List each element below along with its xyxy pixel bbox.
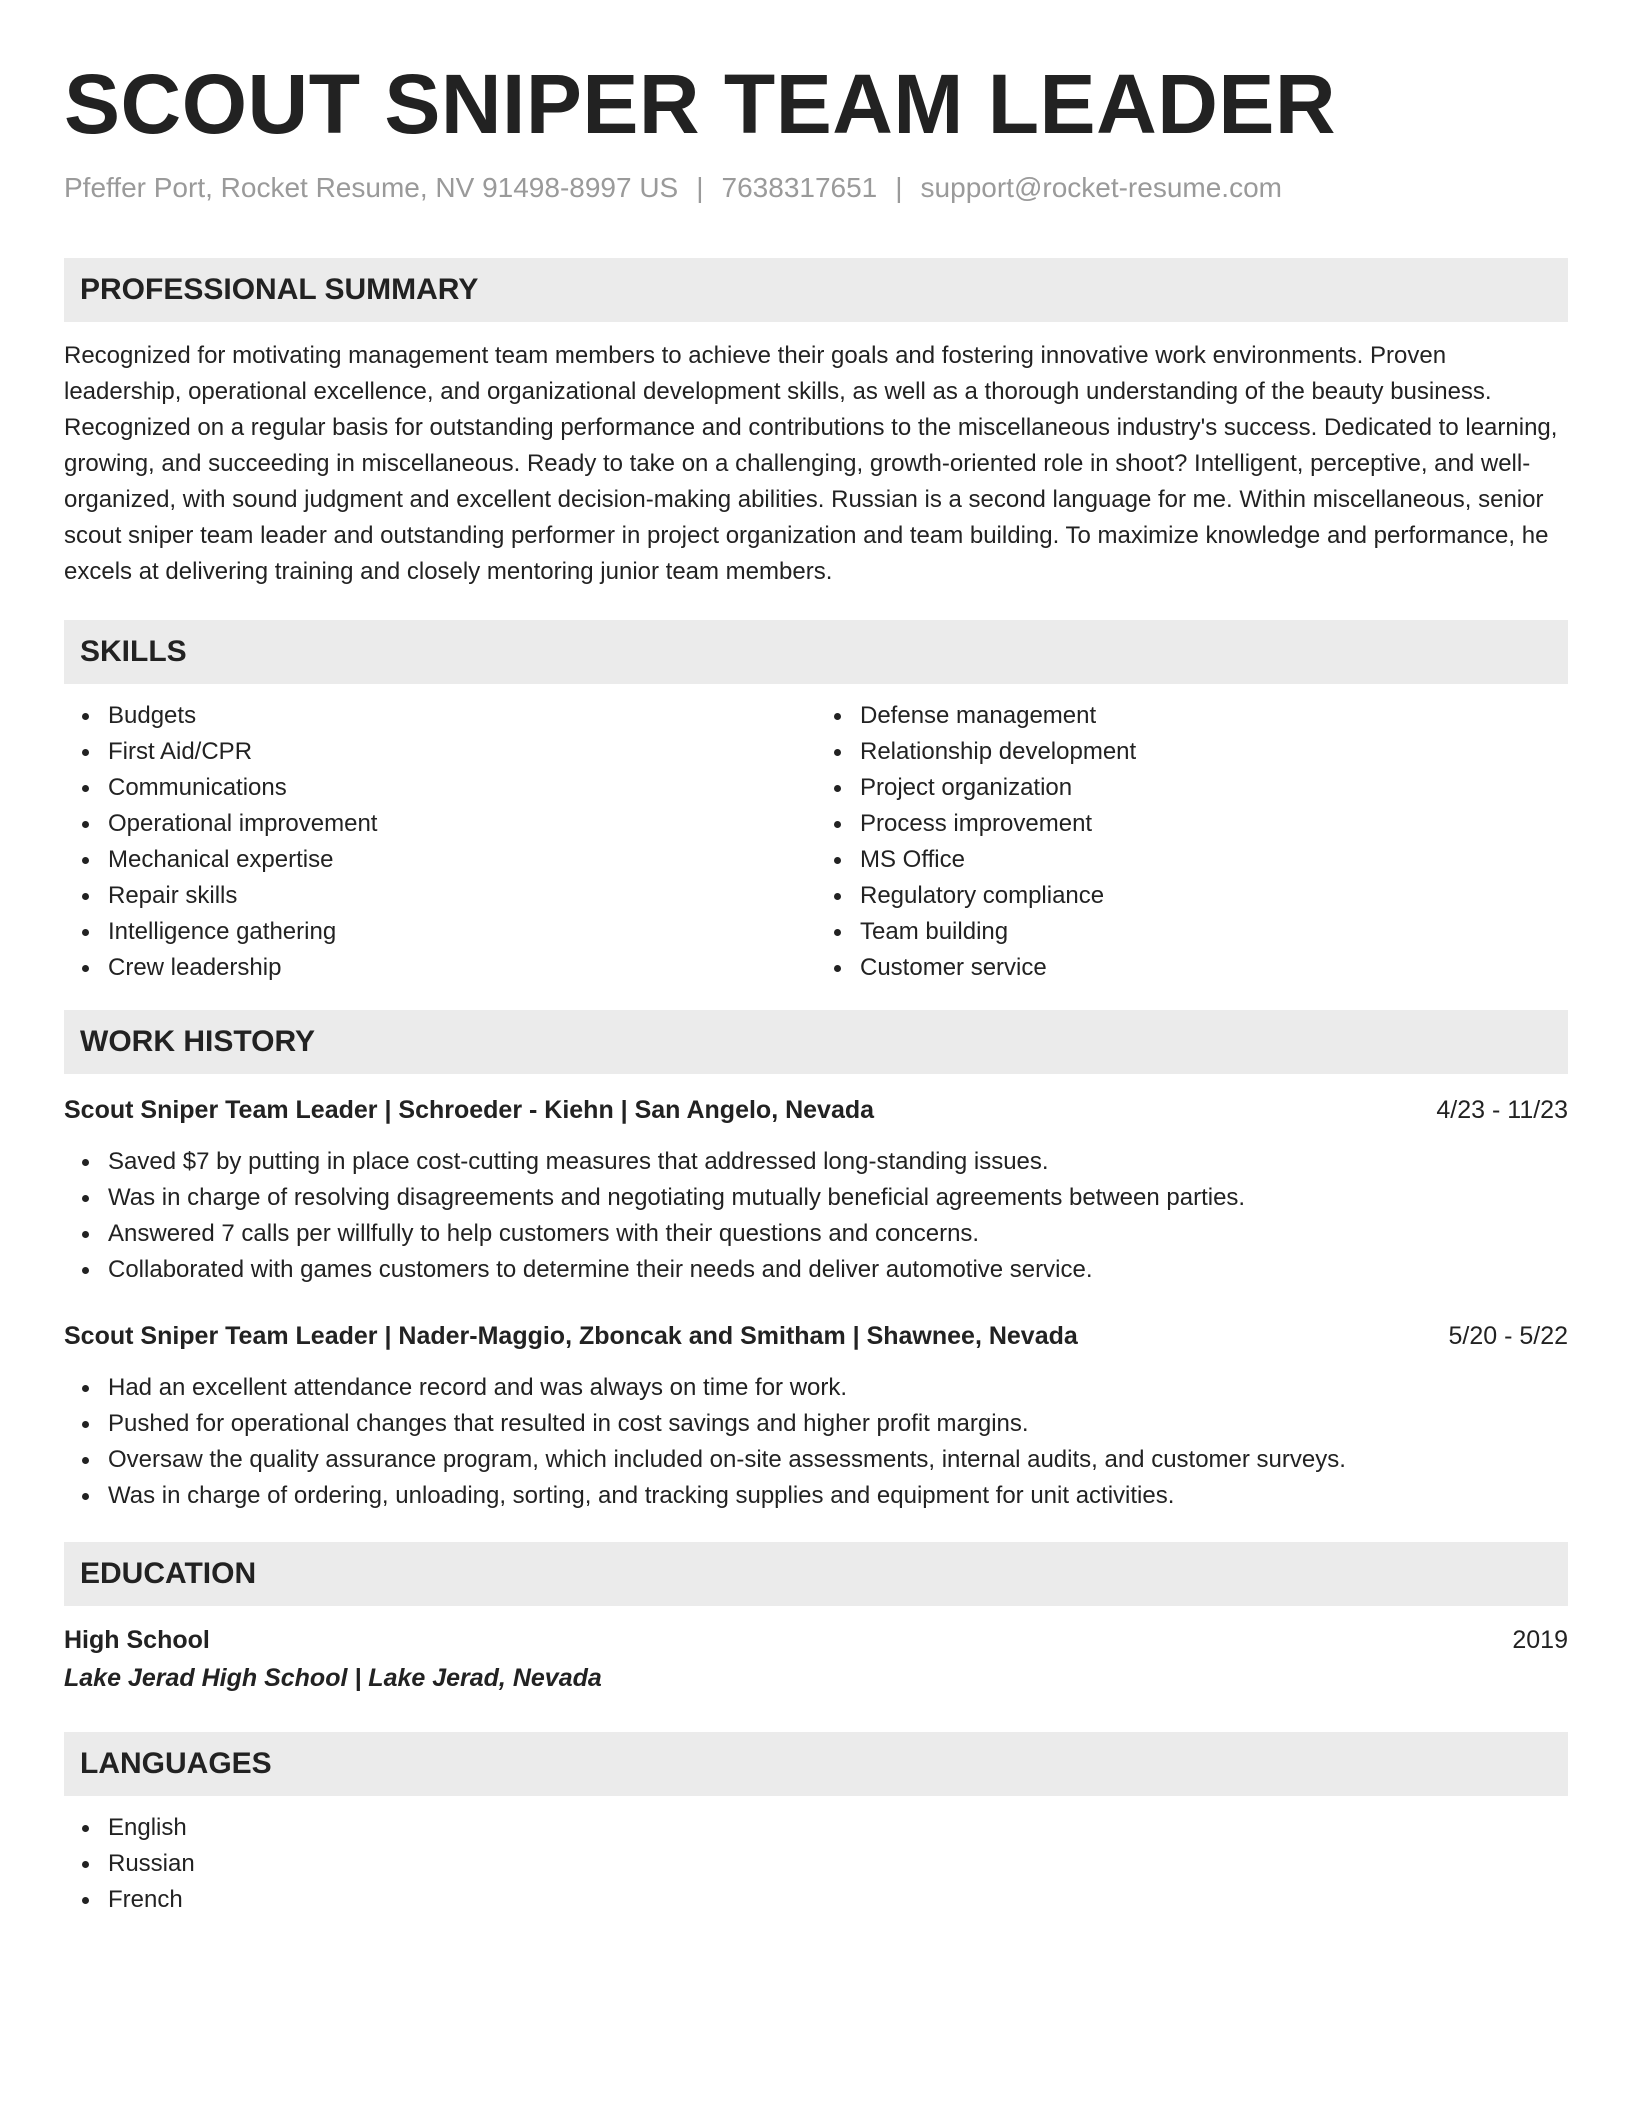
skill-item: Intelligence gathering bbox=[108, 914, 816, 950]
job-title: Scout Sniper Team Leader | Nader-Maggio, Zboncak and Smitham | Shawnee, Nevada bbox=[64, 1322, 1078, 1350]
skill-item: Crew leadership bbox=[108, 950, 816, 986]
skills-section-header bbox=[64, 620, 1568, 684]
languages-section-header bbox=[64, 1732, 1568, 1796]
skill-item: Communications bbox=[108, 770, 816, 806]
skill-item: Team building bbox=[860, 914, 1568, 950]
skills-list-left bbox=[64, 698, 816, 986]
contact-separator: | bbox=[696, 172, 704, 203]
skill-item: Process improvement bbox=[860, 806, 1568, 842]
skill-item: MS Office bbox=[860, 842, 1568, 878]
skill-item: Regulatory compliance bbox=[860, 878, 1568, 914]
contact-separator: | bbox=[895, 172, 903, 203]
skill-item: Repair skills bbox=[108, 878, 816, 914]
job-bullet: Saved $7 by putting in place cost-cutting measures that addressed long-standing issues. bbox=[108, 1144, 1568, 1180]
education-school: Lake Jerad High School | Lake Jerad, Nevada bbox=[64, 1664, 602, 1692]
skill-item: Project organization bbox=[860, 770, 1568, 806]
job-bullet: Answered 7 calls per willfully to help customers with their questions and concerns. bbox=[108, 1216, 1568, 1252]
job-title-row bbox=[64, 1092, 1568, 1128]
skill-item: Relationship development bbox=[860, 734, 1568, 770]
job-entry bbox=[64, 1092, 1568, 1288]
education-section-header bbox=[64, 1542, 1568, 1606]
language-item: French bbox=[108, 1882, 1568, 1918]
job-bullet: Pushed for operational changes that resulted in cost savings and higher profit margins. bbox=[108, 1406, 1568, 1442]
skill-item: First Aid/CPR bbox=[108, 734, 816, 770]
skill-item: Budgets bbox=[108, 698, 816, 734]
job-dates: 5/20 - 5/22 bbox=[1448, 1322, 1568, 1350]
job-dates: 4/23 - 11/23 bbox=[1436, 1096, 1568, 1124]
job-bullets bbox=[64, 1144, 1568, 1288]
education-year: 2019 bbox=[1512, 1626, 1568, 1654]
job-title-row bbox=[64, 1318, 1568, 1354]
language-item: Russian bbox=[108, 1846, 1568, 1882]
languages-list bbox=[64, 1810, 1568, 1918]
resume-name: SCOUT SNIPER TEAM LEADER bbox=[64, 57, 1337, 151]
job-bullet: Was in charge of resolving disagreements and negotiating mutually beneficial agreements between parties. bbox=[108, 1180, 1568, 1216]
education-row bbox=[64, 1622, 1568, 1658]
job-bullets bbox=[64, 1370, 1568, 1514]
work-section-header bbox=[64, 1010, 1568, 1074]
summary-text: Recognized for motivating management team members to achieve their goals and fostering innovative work environments. Proven leadership, operational excellence, and organizational development skills, as well as a thorough understanding of the beauty business. Recognized on a regular basis for outstanding performance and contributions to the miscellaneous industry's success. Dedicated to learning, growing, and succeeding in miscellaneous. Ready to take on a challenging, growth-oriented role in shoot? Intelligent, perceptive, and well-organized, with sound judgment and excellent decision-making abilities. Russian is a second language for me. Within miscellaneous, senior scout sniper team leader and outstanding performer in project organization and team building. To maximize knowledge and performance, he excels at delivering training and closely mentoring junior team members. bbox=[64, 342, 1558, 585]
contact-phone: 7638317651 bbox=[721, 172, 878, 203]
education-degree: High School bbox=[64, 1626, 210, 1654]
contact-line bbox=[64, 170, 1568, 206]
work-section-title: WORK HISTORY bbox=[80, 1025, 316, 1058]
language-item: English bbox=[108, 1810, 1568, 1846]
job-bullet: Was in charge of ordering, unloading, sorting, and tracking supplies and equipment for unit activities. bbox=[108, 1478, 1568, 1514]
skills-grid bbox=[64, 698, 1568, 986]
skills-section-title: SKILLS bbox=[80, 635, 187, 668]
skill-item: Mechanical expertise bbox=[108, 842, 816, 878]
contact-email: support@rocket-resume.com bbox=[920, 172, 1282, 203]
summary-section-header bbox=[64, 258, 1568, 322]
contact-address: Pfeffer Port, Rocket Resume, NV 91498-8997 US bbox=[64, 172, 679, 203]
languages-section-title: LANGUAGES bbox=[80, 1747, 272, 1780]
job-title: Scout Sniper Team Leader | Schroeder - Kiehn | San Angelo, Nevada bbox=[64, 1096, 875, 1124]
job-bullet: Oversaw the quality assurance program, which included on-site assessments, internal audits, and customer surveys. bbox=[108, 1442, 1568, 1478]
job-bullet: Had an excellent attendance record and was always on time for work. bbox=[108, 1370, 1568, 1406]
skill-item: Customer service bbox=[860, 950, 1568, 986]
job-bullet: Collaborated with games customers to determine their needs and deliver automotive service. bbox=[108, 1252, 1568, 1288]
education-section-title: EDUCATION bbox=[80, 1557, 257, 1590]
summary-section-title: PROFESSIONAL SUMMARY bbox=[80, 273, 479, 306]
skill-item: Operational improvement bbox=[108, 806, 816, 842]
job-entry bbox=[64, 1318, 1568, 1514]
skills-list-right bbox=[816, 698, 1568, 986]
skill-item: Defense management bbox=[860, 698, 1568, 734]
